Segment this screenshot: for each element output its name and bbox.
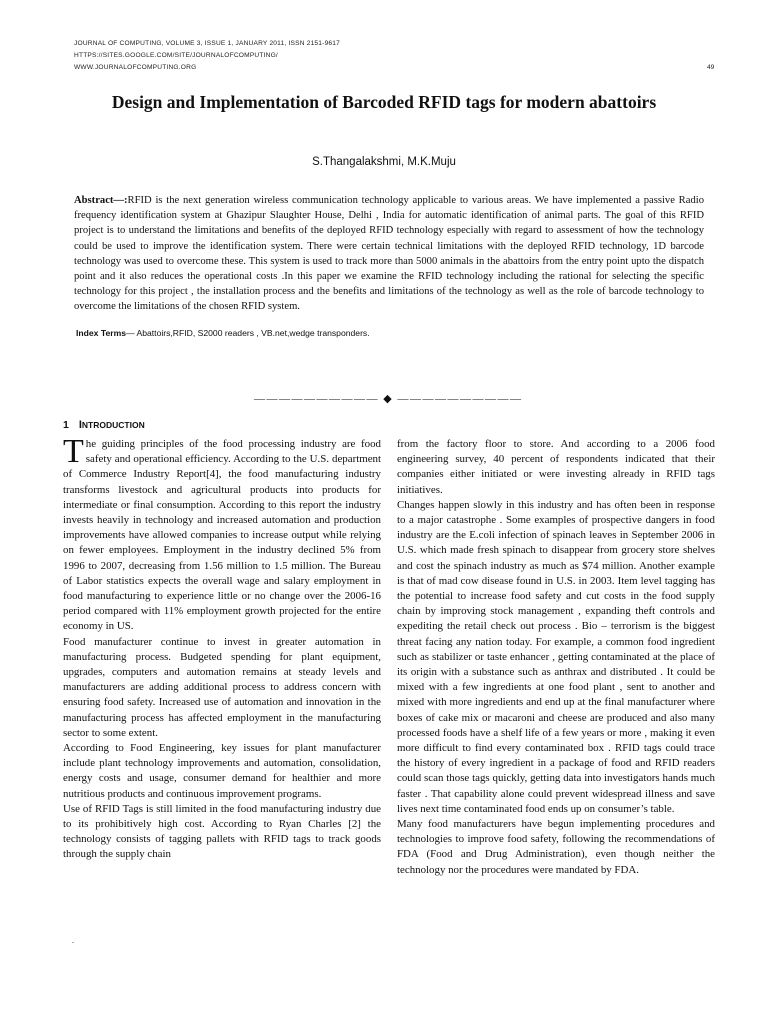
section-divider: —————————— ◆ —————————— <box>254 393 523 405</box>
journal-header: JOURNAL OF COMPUTING, VOLUME 3, ISSUE 1, JANUARY 2011, ISSN 2151-9617 <box>74 40 341 47</box>
right-column <box>397 437 715 878</box>
survey-paragraph: from the factory floor to store. And according to a 2006 food engineering survey, 40 percent of respondents indicated that their companies either initiated or were investing already in RFID tags initiatives. <box>397 438 715 496</box>
abstract <box>74 193 704 315</box>
rfid-use-paragraph: Use of RFID Tags is still limited in the food manufacturing industry due to its prohibitively high cost. According to Ryan Charles [2] the technology consists of tagging pallets with RFID tags to track goods through the supply chain <box>63 802 381 861</box>
page-number: 49 <box>707 64 715 71</box>
section-heading <box>63 419 145 431</box>
section-title-initial: I <box>78 419 82 431</box>
abstract-label: Abstract—: <box>74 195 128 206</box>
abstract-text: RFID is the next generation wireless communication technology applicable to various areas. We have implemented a passive Radio frequency identification system at Ghazipur Slaughter House, Delhi , India for automatic identification of animal parts. The goal of this RFID project is to understand the limitations and benefits of the deployed RFID technology especially with regard to assessment of how the technology could be used to improve the identification system. There were certain technical limitations with the deployed RFID technology, 1D barcode technology was used to overcome these. This system is used to track more than 5000 animals in the abattoirs from the entry point upto the dispatch point and it also reduces the operational costs .In this paper we examine the RFID technology including the rational for selecting the specific technology for this project , the installation process and the benefits and limitations of the technology as well as the role of barcode technology to overcome the limitations of the chosen RFID system. <box>74 195 704 313</box>
journal-url-link[interactable]: HTTPS://SITES.GOOGLE.COM/SITE/JOURNALOFCOMPUTING/ <box>74 52 278 59</box>
drop-cap: T <box>63 433 84 470</box>
index-terms-text: — Abattoirs,RFID, S2000 readers , VB.net,wedge transponders. <box>126 328 370 338</box>
index-terms-label: Index Terms <box>76 328 126 338</box>
paper-title: Design and Implementation of Barcoded RFID tags for modern abattoirs <box>111 92 657 112</box>
authors: S.Thangalakshmi, M.K.Muju <box>312 156 456 168</box>
left-column <box>63 433 381 863</box>
automation-paragraph: Food manufacturer continue to invest in greater automation in manufacturing process. Budgeted spending for plant equipment, upgrades, computers and automation remains at steady levels and manufacturers are adding additional process to address concern with ensuring food safety. Increased use of automation and innovation in the manufacturing process has affected employment in the manufacturing sector to some extent. <box>63 635 381 739</box>
index-terms <box>76 328 370 338</box>
fda-paragraph: Many food manufacturers have begun implementing procedures and technologies to improve food safety, following the recommendations of FDA (Food and Drug Administration), even though neither the technology nor the procedures were mandated by FDA. <box>397 818 715 876</box>
journal-website-link[interactable]: WWW.JOURNALOFCOMPUTING.ORG <box>74 64 197 71</box>
footer-dot: . <box>72 936 74 945</box>
section-title-rest: NTRODUCTION <box>81 420 145 430</box>
intro-paragraph-text: he guiding principles of the food processing industry are food safety and operational efficiency. According to the U.S. department of Commerce Industry Report[4], the food manufacturing industry transforms livestock and agricultural products into products for intermediate or final consumption. According to this report the industry invests heavily in technology and increased automation and production improvements have allowed companies to increase output while relying on fewer employees. Employment in the industry declined 5% from 1996 to 2007, decreasing from 1.56 million to 1.5 million. The Bureau of Labor statistics expects the overall wage and salary employment in food manufacturing to experience little or no change over the 2006-16 period compared with 11% employment growth projected for the entire economy in US. <box>63 438 381 633</box>
changes-paragraph: Changes happen slowly in this industry and has often been in response to a major catastrophe . Some examples of prospective dangers in food industry are the E.coli infection of spinach leaves in September 2006 in U.S. which made fresh spinach to disappear from grocery store shelves and cost the spinach industry as much as $74 million. Another example is that of mad cow disease found in U.S. in 2003. Item level tagging has the potential to increase food safety and cut costs in the food supply chain by improving stock management , expanding theft controls and expediting the retail check out process . Bio – terrorism is the biggest threat facing any nation today. For example, a common food ingredient such as stabilizer or taste enhancer , getting contaminated at the place of its origin with a substance such as anthrax and distributed . It could be mixed with a few ingredients at one food plant , sent to another and mixed with more ingredients and end up at the final manufacturer where boxes of cake mix or macaroni and cheese are produced and also many processed foods have a shelf life of a few years or more , making it even more difficult to find every contaminated box . RFID tags could trace the history of every ingredient in a package of food and RFID readers could scan those tags quickly, getting data into investigators hands much faster . That capability alone could prevent widespread illness and save lives next time contaminated food ends up on consumer’s table. <box>397 498 715 815</box>
section-number: 1 <box>63 419 69 431</box>
intro-paragraph <box>63 433 381 635</box>
food-engineering-paragraph: According to Food Engineering, key issues for plant manufacturer include plant technology improvements and automation, consolidation, energy costs and usage, consumer demand for healthier and more nutritious products and continuous improvement programs. <box>63 742 381 800</box>
